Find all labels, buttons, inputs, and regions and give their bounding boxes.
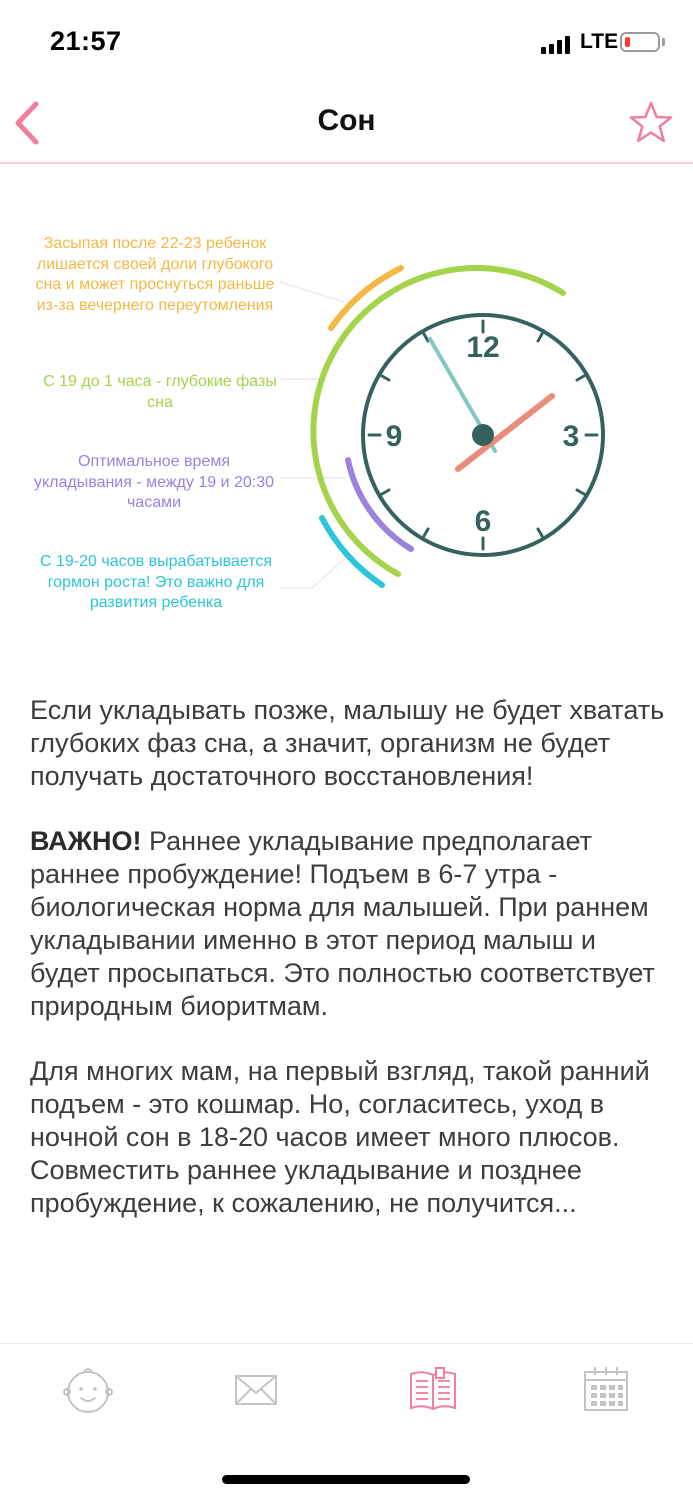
note-late-sleep: Засыпая после 22-23 ребенок лишается своей доли глубокого сна и может проснуться раньше из-за вечернего переутомления <box>35 235 275 314</box>
blue-arc <box>322 518 382 585</box>
article-paragraph: Для многих мам, на первый взгляд, такой ранний подъем - это кошмар. Но, согласитесь, уход в ночной сон в 18-20 часов имеет много плюсов. Совместить раннее укладывание и позднее пробуждение, к сожалению, не получится... <box>30 1056 650 1218</box>
tab-baby[interactable] <box>60 1362 116 1418</box>
network-type: LTE <box>580 30 619 53</box>
baby-face-icon <box>60 1362 116 1418</box>
article-paragraph: Если укладывать позже, малышу не будет хватать глубоких фаз сна, а значит, организм не будет получать достаточного восстановления! <box>30 695 665 791</box>
article-paragraph-important: ВАЖНО! Раннее укладывание предполагает раннее пробуждение! Подъем в 6-7 утра - биологическая норма для малышей. При раннем укладывании именно в этот период малыш и будет просыпаться. Это полностью соответствует природным биоритмам. <box>30 826 655 1021</box>
home-indicator[interactable] <box>222 1475 470 1484</box>
envelope-icon <box>228 1362 284 1418</box>
status-bar <box>0 0 693 88</box>
clock-number-6: 6 <box>474 505 492 538</box>
yellow-arc <box>331 268 401 328</box>
cellular-signal-icon <box>541 34 575 54</box>
status-time: 21:57 <box>50 26 122 56</box>
clock-number-9: 9 <box>385 420 403 453</box>
note-growth-hormone: С 19-20 часов вырабатывается гормон роста! Это важно для развития ребенка <box>40 553 272 611</box>
tab-articles[interactable] <box>405 1362 461 1418</box>
favorite-button[interactable] <box>628 100 674 146</box>
open-book-icon <box>405 1362 461 1418</box>
navigation-bar <box>0 88 693 164</box>
clock-number-3: 3 <box>562 420 580 453</box>
calendar-icon <box>578 1362 634 1418</box>
sleep-clock-illustration <box>0 164 693 664</box>
tab-calendar[interactable] <box>578 1362 634 1418</box>
article-body <box>30 694 665 1252</box>
tab-messages[interactable] <box>228 1362 284 1418</box>
note-deep-sleep: С 19 до 1 часа - глубокие фазы сна <box>43 373 277 411</box>
clock-number-12: 12 <box>466 331 500 364</box>
battery-icon <box>620 32 660 52</box>
star-outline-icon <box>628 100 674 146</box>
page-title: Сон <box>317 104 376 137</box>
note-optimal-bedtime: Оптимальное время укладывания - между 19 и 20:30 часами <box>34 453 274 511</box>
important-label: ВАЖНО! <box>30 826 142 856</box>
